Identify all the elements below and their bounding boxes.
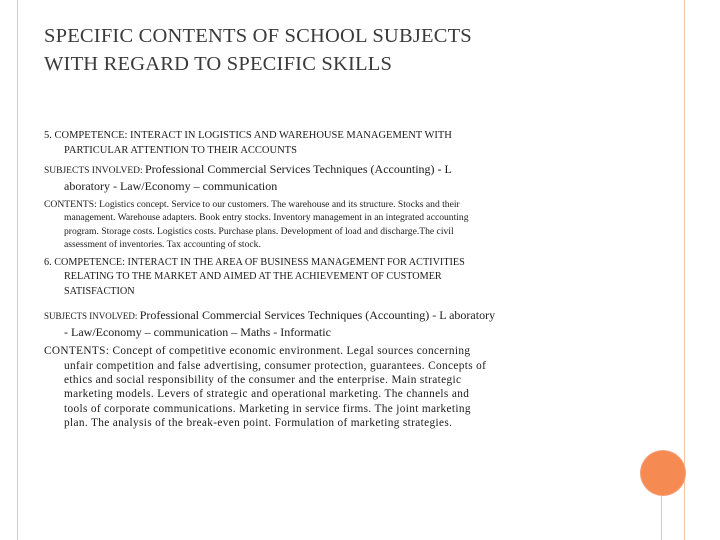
contents-6-line-2: unfair competition and false advertising, consumer protection, guarantees. Concepts of [64,359,487,372]
contents-6-line-5: tools of corporate communications. Marketing in service firms. The joint marketing [64,402,471,415]
slide-title [44,22,644,78]
title-line-2: WITH REGARD TO SPECIFIC SKILLS [44,53,393,75]
competence-5-heading [44,128,624,158]
subjects-6-line-2: - Law/Economy – communication – Maths - Informatic [64,325,331,340]
competence-6-line-2: RELATING TO THE MARKET AND AIMED AT THE ACHIEVEMENT OF CUSTOMER [64,271,442,283]
title-line-1: SPECIFIC CONTENTS OF SCHOOL SUBJECTS [44,25,472,47]
contents-5-line-2: management. Warehouse adapters. Book entry stocks. Inventory management in an integrated accounting [64,212,469,224]
subjects-5-line-1: Professional Commercial Services Techniques (Accounting) - L [145,162,452,176]
competence-6-line-1: 6. COMPETENCE: INTERACT IN THE AREA OF BUSINESS MANAGEMENT FOR ACTIVITIES [44,256,465,268]
subjects-5-label: SUBJECTS INVOLVED: [44,166,145,176]
contents-6-line-1: CONTENTS: Concept of competitive economic environment. Legal sources concerning [44,345,471,358]
contents-5-line-3: program. Storage costs. Logistics costs. Purchase plans. Development of load and discharge.The civil [64,225,454,237]
contents-5-line-4: assessment of inventories. Tax accounting of stock. [64,239,261,251]
subjects-6-label: SUBJECTS INVOLVED: [44,311,140,322]
contents-5-line-1: CONTENTS: Logistics concept. Service to our customers. The warehouse and its structure. Stocks and their [44,199,460,210]
slide-body [44,128,624,431]
competence-6-line-3: SATISFACTION [64,285,135,297]
competence-5-line-2: PARTICULAR ATTENTION TO THEIR ACCOUNTS [64,145,297,156]
left-margin [0,0,17,540]
competence-5-line-1: 5. COMPETENCE: INTERACT IN LOGISTICS AND WAREHOUSE MANAGEMENT WITH [44,130,452,141]
subjects-5 [44,162,624,194]
subjects-6-line-1: Professional Commercial Services Techniques (Accounting) - L aboratory [139,308,496,323]
competence-6-heading [44,256,624,300]
contents-6-line-6: plan. The analysis of the break-even point. Formulation of marketing strategies. [64,417,453,430]
subjects-6 [44,307,624,340]
decorative-circle-icon [641,451,685,495]
subjects-5-line-2: aboratory - Law/Economy – communication [64,179,278,193]
contents-6-line-3: ethics and social responsibility of the consumer and the enterprise. Main strategic [64,373,462,386]
contents-5 [44,198,624,252]
decorative-line [661,495,662,540]
contents-6-line-4: marketing models. Levers of strategic and operational marketing. The channels and [64,388,470,401]
contents-6 [44,344,624,430]
